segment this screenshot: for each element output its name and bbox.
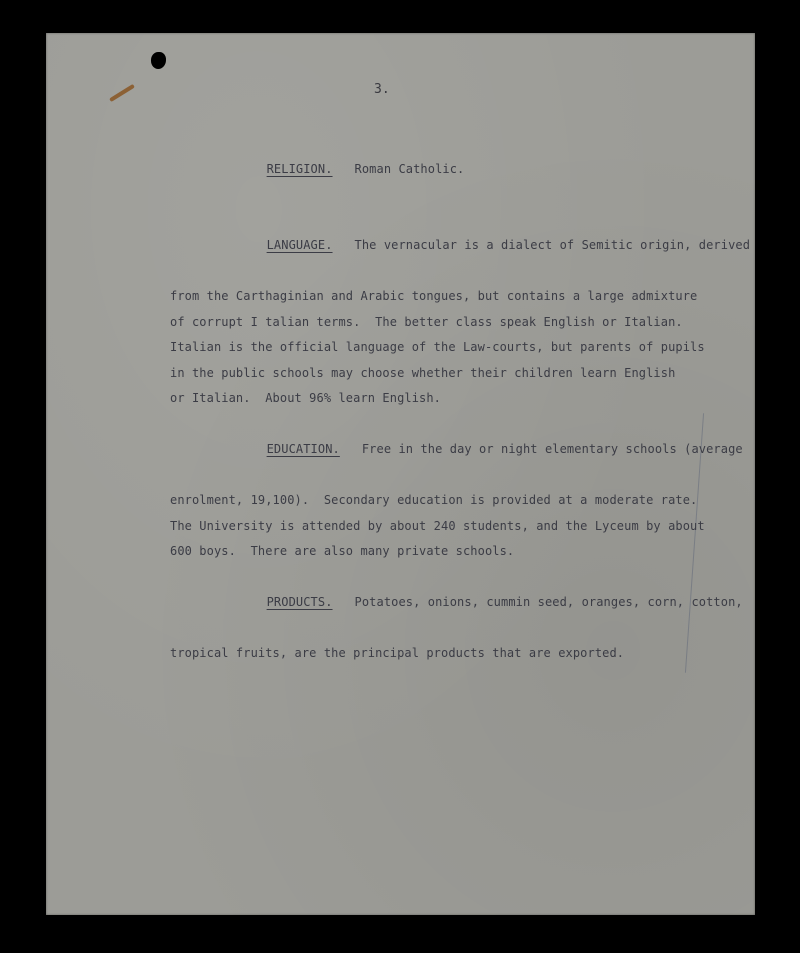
- language-line-3: of corrupt I talian terms. The better class speak English or Italian.: [170, 314, 683, 329]
- education-line-2: enrolment, 19,100). Secondary education is provided at a moderate rate.: [170, 493, 698, 507]
- education-line-3: The University is attended by about 240 students, and the Lyceum by about: [170, 518, 705, 533]
- language-line-4: Italian is the official language of the Law-courts, but parents of pupils: [170, 340, 705, 354]
- religion-line-1: Roman Catholic.: [354, 161, 465, 176]
- document-page: [46, 33, 755, 915]
- products-paragraph: [170, 565, 743, 667]
- language-heading: LANGUAGE.: [266, 238, 333, 252]
- language-line-1: The vernacular is a dialect of Semitic origin, derived: [354, 238, 751, 252]
- language-line-5: in the public schools may choose whether their children learn English: [170, 365, 676, 380]
- education-line-4: 600 boys. There are also many private schools.: [170, 544, 515, 558]
- education-heading: EDUCATION.: [266, 442, 340, 456]
- language-line-2: from the Carthaginian and Arabic tongues, but contains a large admixture: [170, 289, 698, 303]
- body-text: [170, 131, 751, 667]
- education-line-1: Free in the day or night elementary schools (average: [361, 442, 743, 456]
- products-line-1: Potatoes, onions, cummin seed, oranges, corn, cotton,: [354, 595, 743, 609]
- page-number: 3.: [374, 82, 390, 97]
- language-line-6: or Italian. About 96% learn English.: [170, 391, 442, 405]
- education-paragraph: [170, 412, 743, 565]
- rust-stain: [109, 84, 135, 102]
- religion-paragraph: [170, 131, 730, 208]
- products-heading: PRODUCTS.: [266, 595, 333, 609]
- language-paragraph: [170, 208, 751, 412]
- religion-heading: RELIGION.: [266, 161, 333, 176]
- products-line-2: tropical fruits, are the principal products that are exported.: [170, 646, 625, 660]
- punch-hole: [151, 52, 166, 69]
